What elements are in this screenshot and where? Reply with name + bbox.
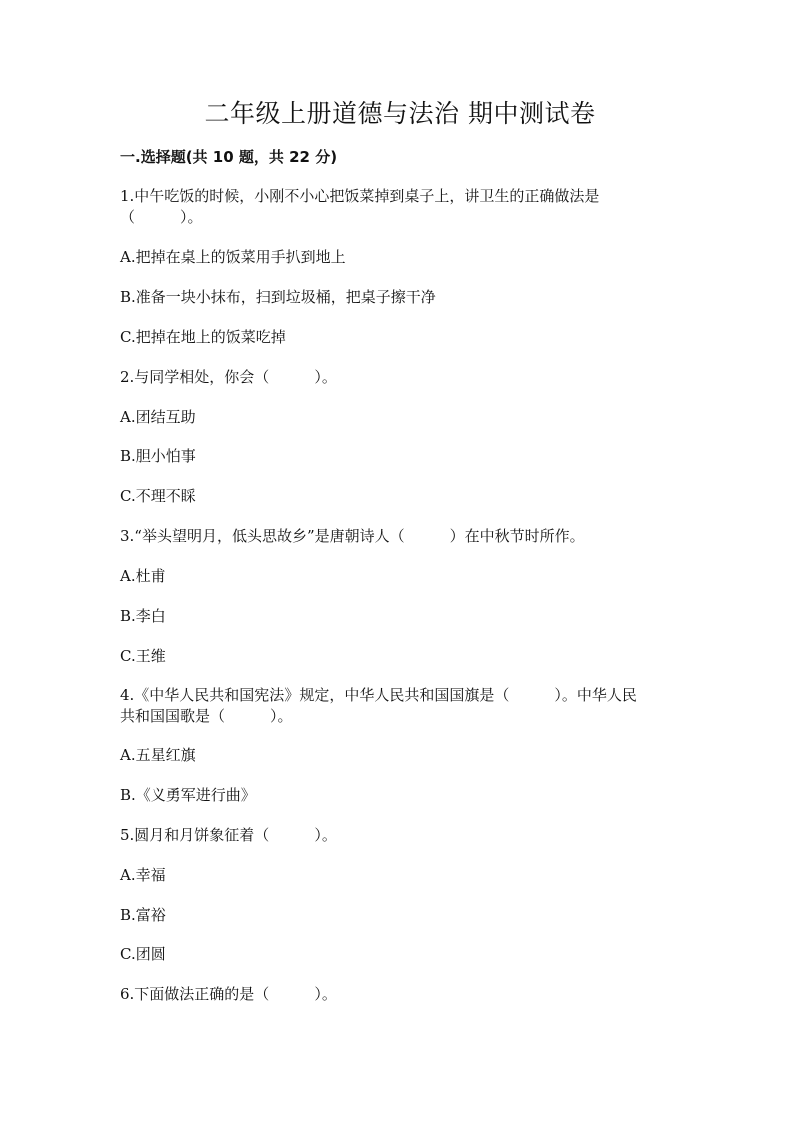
question-5-option-b: B.富裕 <box>120 906 166 924</box>
question-1-text: 1.中午吃饭的时候，小刚不小心把饭菜掉到桌子上，讲卫生的正确做法是 <box>120 187 600 205</box>
question-4-text: 4.《中华人民共和国宪法》规定，中华人民共和国国旗是（ ）。中华人民 <box>120 686 637 704</box>
question-2-option-c: C.不理不睬 <box>120 487 196 505</box>
question-2-text: 2.与同学相处，你会（ ）。 <box>120 368 337 386</box>
question-3-option-b: B.李白 <box>120 607 166 625</box>
question-2-option-a: A.团结互助 <box>120 408 196 426</box>
question-4-option-a: A.五星红旗 <box>120 746 196 764</box>
question-5-option-c: C.团圆 <box>120 945 166 963</box>
section-heading: 一.选择题(共 10 题，共 22 分) <box>120 148 338 166</box>
exam-title: 二年级上册道德与法治 期中测试卷 <box>204 99 596 128</box>
question-1-option-b: B.准备一块小抹布，扫到垃圾桶，把桌子擦干净 <box>120 288 436 306</box>
question-5-option-a: A.幸福 <box>120 866 166 884</box>
question-3-text: 3.“举头望明月，低头思故乡”是唐朝诗人（ ）在中秋节时所作。 <box>120 527 585 545</box>
question-1-blank: （ ）。 <box>120 208 203 226</box>
question-4-option-b: B.《义勇军进行曲》 <box>120 786 256 804</box>
question-4-text-cont: 共和国国歌是（ ）。 <box>120 707 293 725</box>
question-2-option-b: B.胆小怕事 <box>120 447 196 465</box>
question-1-option-a: A.把掉在桌上的饭菜用手扒到地上 <box>120 248 346 266</box>
question-5-text: 5.圆月和月饼象征着（ ）。 <box>120 826 337 844</box>
question-6-text: 6.下面做法正确的是（ ）。 <box>120 985 337 1003</box>
question-3-option-c: C.王维 <box>120 647 166 665</box>
question-3-option-a: A.杜甫 <box>120 567 166 585</box>
question-1-option-c: C.把掉在地上的饭菜吃掉 <box>120 328 286 346</box>
